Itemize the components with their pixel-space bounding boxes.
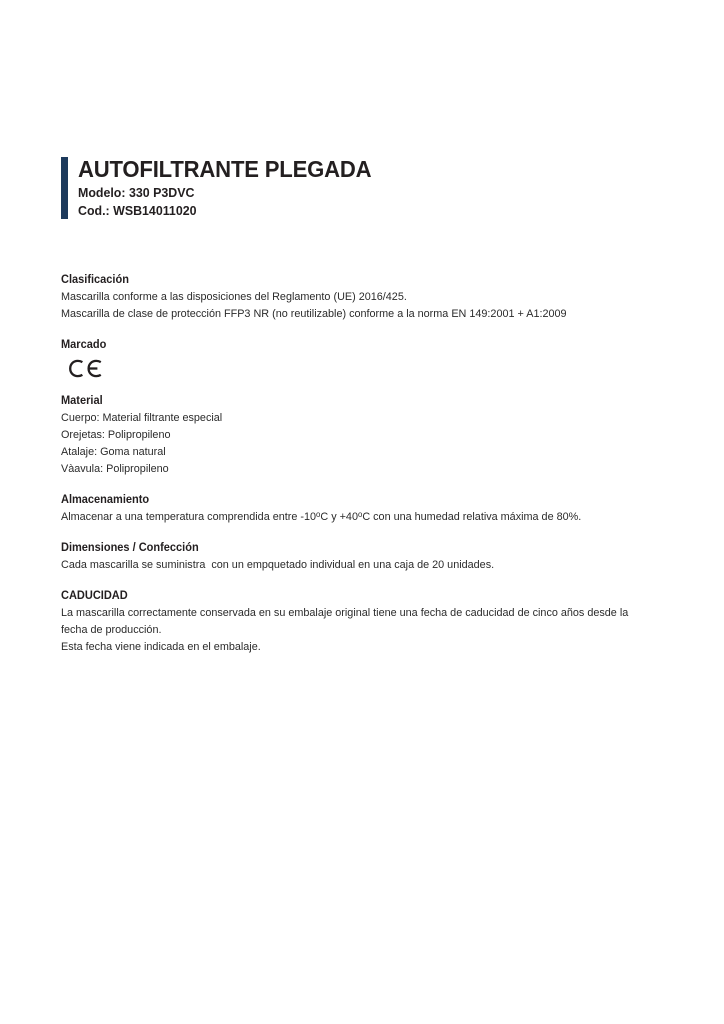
section-dimensiones xyxy=(61,540,681,574)
product-model: Modelo: 330 P3DVC xyxy=(78,185,195,200)
section-line: Cada mascarilla se suministra con un empquetado individual en una caja de 20 unidades. xyxy=(61,559,495,571)
section-heading-almacenamiento: Almacenamiento xyxy=(61,493,150,506)
section-line: Orejetas: Polipropileno xyxy=(61,429,171,441)
section-line: Almacenar a una temperatura comprendida entre -10$^o$C $y +40^oC$ con una humedad relativa máxima de 80%. xyxy=(61,509,582,523)
section-heading-caducidad: CADUCIDAD xyxy=(61,589,128,602)
section-line: Mascarilla conforme a las disposiciones del Reglamento (UE) 2016/425. xyxy=(61,291,407,303)
section-line: Atalaje: Goma natural xyxy=(61,446,166,458)
section-line: Vàavula: Polipropileno xyxy=(61,463,169,475)
section-line: Cuerpo: Material filtrante especial xyxy=(61,412,223,424)
section-caducidad xyxy=(61,588,681,656)
document-body xyxy=(61,272,681,656)
section-heading-material: Material xyxy=(61,394,103,407)
section-line: La mascarilla correctamente conservada en su embalaje original tiene una fecha de caducidad de cinco años desde la fecha de producción. xyxy=(61,607,632,636)
section-almacenamiento xyxy=(61,492,681,526)
section-heading-dimensiones: Dimensiones / Confección xyxy=(61,541,199,554)
ce-mark-icon xyxy=(67,358,111,379)
accent-bar xyxy=(61,157,68,219)
section-marcado xyxy=(61,337,681,379)
document-masthead xyxy=(61,157,390,219)
masthead-text-block xyxy=(78,157,390,219)
section-line: Mascarilla de clase de protección FFP3 NR (no reutilizable) conforme a la norma EN 149:2001 + A1:2009 xyxy=(61,308,567,320)
section-heading-clasificacion: Clasificación xyxy=(61,273,129,286)
section-heading-marcado: Marcado xyxy=(61,338,107,351)
page-title: AUTOFILTRANTE PLEGADA xyxy=(78,156,372,182)
section-material xyxy=(61,393,681,478)
product-code: Cod.: WSB14011020 xyxy=(78,202,197,218)
section-clasificacion xyxy=(61,272,681,323)
section-line: Esta fecha viene indicada en el embalaje. xyxy=(61,641,261,653)
